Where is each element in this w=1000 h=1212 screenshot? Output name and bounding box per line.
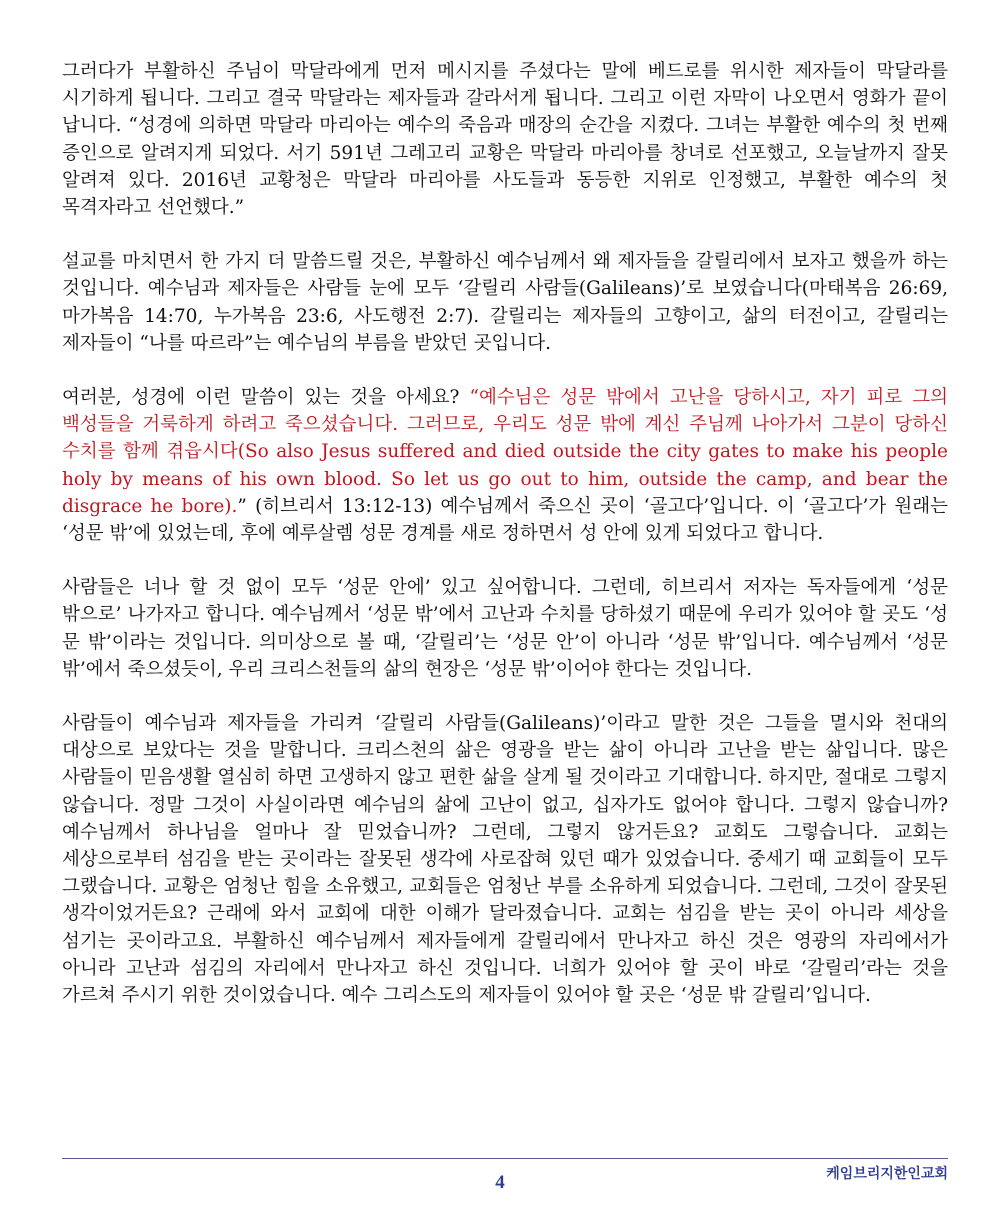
footer-divider [62, 1158, 948, 1159]
scripture-quote: “예수님은 성문 밖에서 고난을 당하시고, 자기 피로 그의 백성들을 거룩하게 하려고 죽으셨습니다. 그러므로, 우리도 성문 밖에 계신 주님께 나아가서 그분이 당하신 수치를 함께 겪읍시다(So also Jesus suffered and died outside the city gates to make his people holy by means of his own blood. So let us go out to him, outside the camp, and bear the disgrace he bore). [62, 387, 948, 517]
paragraph-galileans-suffering: 사람들이 예수님과 제자들을 가리켜 ‘갈릴리 사람들(Galileans)’이라고 말한 것은 그들을 멸시와 천대의 대상으로 보았다는 것을 말합니다. 크리스천의 삶은 영광을 받는 삶이 아니라 고난을 받는 삶입니다. 많은 사람들이 믿음생활 열심히 하면 고생하지 않고 편한 삶을 살게 될 것이라고 기대합니다. 하지만, 절대로 그렇지 않습니다. 정말 그것이 사실이라면 예수님의 삶에 고난이 없고, 십자가도 없어야 합니다. 그렇지 않습니까? 예수님께서 하나님을 얼마나 잘 믿었습니까? 그런데, 그렇지 않거든요? 교회도 그렇습니다. 교회는 세상으로부터 섬김을 받는 곳이라는 잘못된 생각에 사로잡혀 있던 때가 있었습니다. 중세기 때 교회들이 모두 그랬습니다. 교황은 엄청난 힘을 소유했고, 교회들은 엄청난 부를 소유하게 되었습니다. 그런데, 그것이 잘못된 생각이었거든요? 근래에 와서 교회에 대한 이해가 달라졌습니다. 교회는 섬김을 받는 곳이 아니라 세상을 섬기는 곳이라고요. 부활하신 예수님께서 제자들에게 갈릴리에서 만나자고 하신 것은 영광의 자리에서가 아니라 고난과 섬김의 자리에서 만나자고 하신 것입니다. 너희가 있어야 할 곳이 바로 ‘갈릴리’라는 것을 가르쳐 주시기 위한 것이었습니다. 예수 그리스도의 제자들이 있어야 할 곳은 ‘성문 밖 갈릴리’입니다. [62, 713, 948, 1007]
paragraph-outside-the-gate: 사람들은 너나 할 것 없이 모두 ‘성문 안에’ 있고 싶어합니다. 그런데, 히브리서 저자는 독자들에게 ‘성문 밖으로’ 나가자고 합니다. 예수님께서 ‘성문 밖’에서 고난과 수치를 당하셨기 때문에 우리가 있어야 할 곳도 ‘성 문 밖’이라는 것입니다. 의미상으로 볼 때, ‘갈릴리’는 ‘성문 안’이 아니라 ‘성문 밖’입니다. 예수님께서 ‘성문 밖’에서 죽으셨듯이, 우리 크리스천들의 삶의 현장은 ‘성문 밖’이어야 한다는 것입니다. [62, 577, 948, 680]
quote-tail-text: ” (히브리서 13:12-13) 예수님께서 죽으신 곳이 ‘골고다’입니다. 이 ‘골고다’가 원래는 ‘성문 밖’에 있었는데, 후에 예루살렘 성문 경계를 새로 정하면서 성 안에 있게 되었다고 합니다. [62, 495, 949, 545]
page-number: 4 [495, 1172, 505, 1193]
sermon-body [62, 58, 948, 1036]
paragraph-hebrews-quote [62, 384, 948, 547]
church-name: 케임브리지한인교회 [826, 1166, 948, 1182]
paragraph-galilee-meaning: 설교를 마치면서 한 가지 더 말씀드릴 것은, 부활하신 예수님께서 왜 제자들을 갈릴리에서 보자고 했을까 하는 것입니다. 예수님과 제자들은 사람들 눈에 모두 ‘갈릴리 사람들(Galileans)’로 보였습니다(마태복음 26:69, 마가복음 14:70, 누가복음 23:6, 사도행전 2:7). 갈릴리는 제자들의 고향이고, 삶의 터전이고, 갈릴리는 제자들이 “나를 따르라”는 예수님의 부름을 받았던 곳입니다. [62, 251, 948, 354]
paragraph-magdalene-film: 그러다가 부활하신 주님이 막달라에게 먼저 메시지를 주셨다는 말에 베드로를 위시한 제자들이 막달라를 시기하게 됩니다. 그리고 결국 막달라는 제자들과 갈라서게 됩니다. 그리고 이런 자막이 나오면서 영화가 끝이 납니다. “성경에 의하면 막달라 마리아는 예수의 죽음과 매장의 순간을 지켰다. 그녀는 부활한 예수의 첫 번째 증인으로 알려지게 되었다. 서기 591년 그레고리 교황은 막달라 마리아를 창녀로 선포했고, 오늘날까지 잘못 알려져 있다. 2016년 교황청은 막달라 마리아를 사도들과 동등한 지위로 인정했고, 부활한 예수의 첫 목격자라고 선언했다.” [62, 61, 948, 219]
quote-lead-text: 여러분, 성경에 이런 말씀이 있는 것을 아세요? [62, 387, 470, 409]
